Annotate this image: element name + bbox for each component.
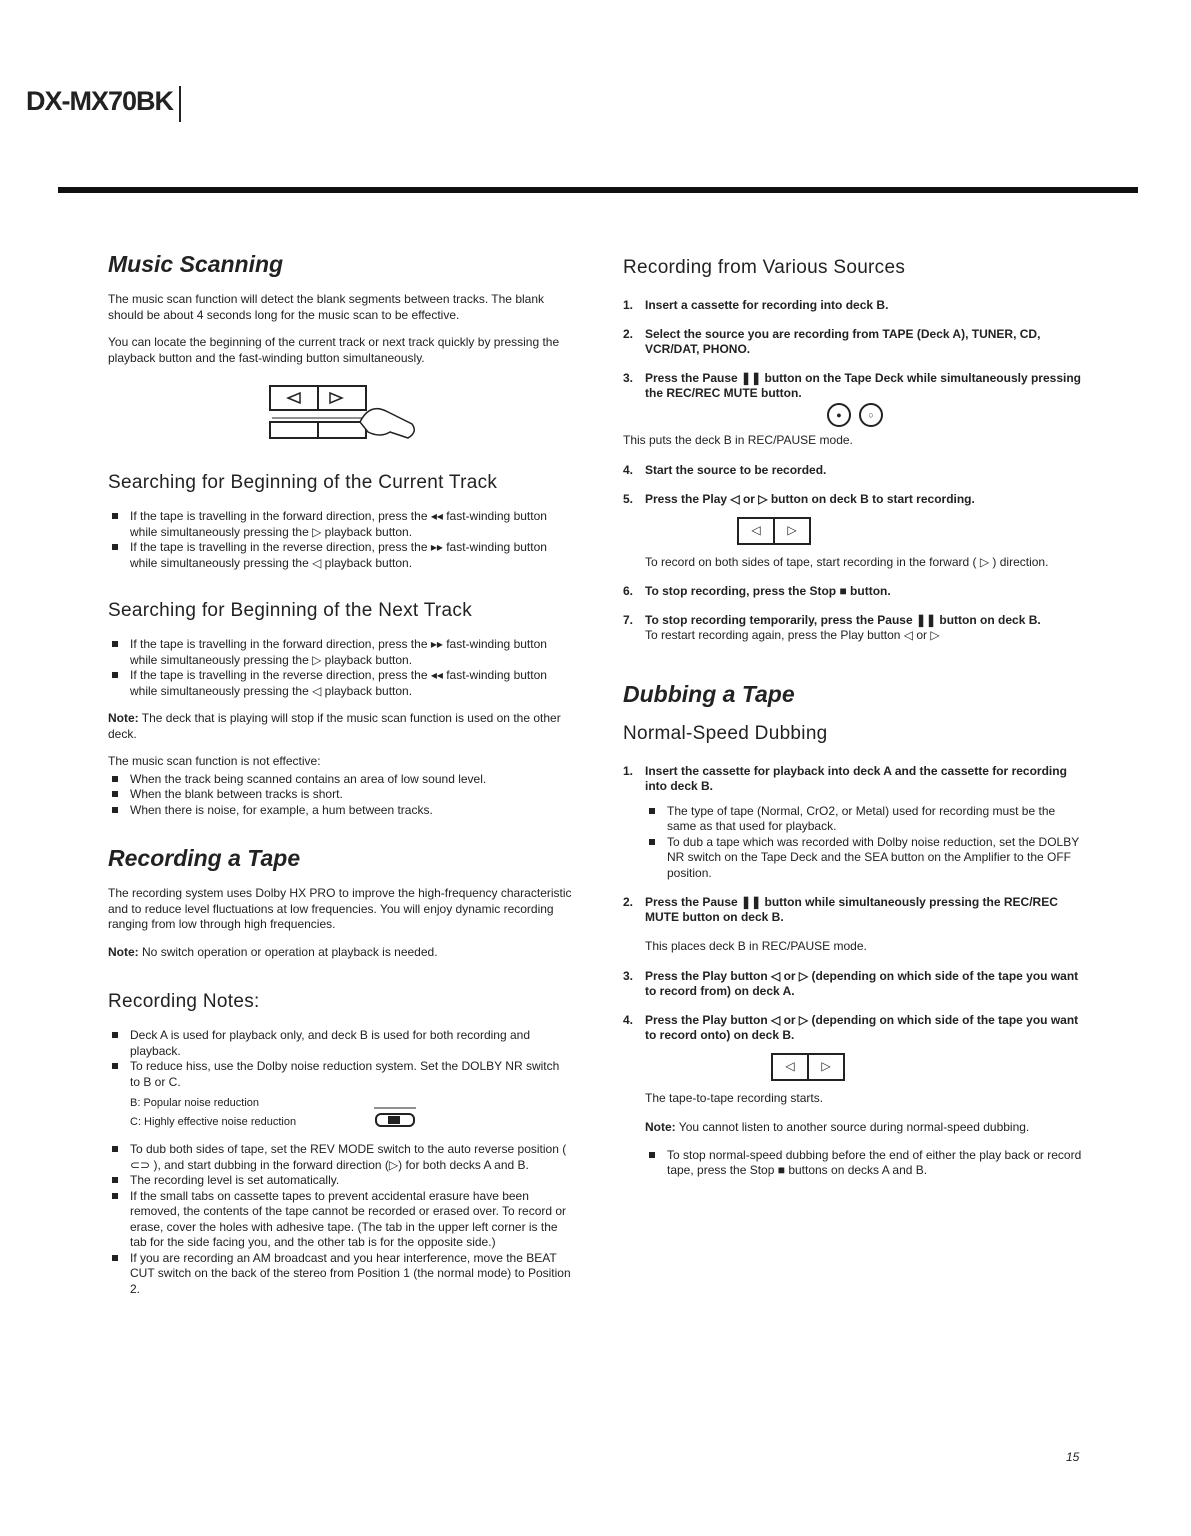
current-track-list <box>108 509 572 571</box>
list-item: Deck A is used for playback only, and deck B is used for both recording and playback. <box>108 1028 572 1059</box>
pause-button-icon: ● <box>827 403 851 427</box>
music-scan-illustration <box>108 378 572 453</box>
current-track-title: Searching for Beginning of the Current Track <box>108 472 498 493</box>
play-buttons-illustration <box>737 517 1087 545</box>
dubbing-step1-list <box>645 804 1087 882</box>
rec-mute-button-icon: ○ <box>859 403 883 427</box>
various-sources-steps <box>623 298 1087 644</box>
list-item: When there is noise, for example, a hum between tracks. <box>108 803 572 819</box>
model-number: DX-MX70BK <box>0 86 181 122</box>
dubbing-title: Dubbing a Tape <box>623 680 795 707</box>
play-reverse-icon: ◁ <box>751 523 761 537</box>
play-reverse-icon: ◁ <box>785 1059 795 1073</box>
list-item: To stop normal-speed dubbing before the end of either the play back or record tape, press the Stop ■ buttons on decks A and B. <box>645 1148 1087 1179</box>
next-track-title: Searching for Beginning of the Next Track <box>108 600 472 621</box>
recording-tape-p1: The recording system uses Dolby HX PRO to improve the high-frequency characteristic and to reduce level fluctuations at low frequencies. You will enjoy dynamic recording ranging from low through high frequencies. <box>108 886 572 931</box>
ineffective-list <box>108 772 572 819</box>
list-item: If the tape is travelling in the forward direction, press the ▸▸ fast-winding button while simultaneously pressing the ▷ playback button. <box>108 637 572 668</box>
list-item: If the tape is travelling in the reverse direction, press the ▸▸ fast-winding button while simultaneously pressing the ◁ playback button. <box>108 540 572 571</box>
list-item: To dub a tape which was recorded with Dolby noise reduction, set the DOLBY NR switch on the Tape Deck and the SEA button on the Amplifier to the OFF position. <box>645 835 1087 882</box>
recording-notes-list <box>108 1028 572 1090</box>
list-item: When the blank between tracks is short. <box>108 787 572 803</box>
play-forward-icon: ▷ <box>807 1055 843 1079</box>
dolby-c-label: C: Highly effective noise reduction <box>130 1116 297 1128</box>
dolby-nr-block <box>130 1094 572 1132</box>
recording-notes-title: Recording Notes: <box>108 991 260 1012</box>
music-scanning-p2: You can locate the beginning of the current track or next track quickly by pressing the playback button and the fast-winding button simultaneously. <box>108 335 560 365</box>
dubbing-stop-list <box>623 1148 1087 1179</box>
recording-tape-note: Note: No switch operation or operation at playback is needed. <box>108 944 438 959</box>
pause-rec-buttons <box>623 403 1087 427</box>
recording-notes-list-2 <box>108 1142 572 1297</box>
step-item: 1. Insert a cassette for recording into deck B. <box>623 298 889 312</box>
dubbing-note: Note: You cannot listen to another source during normal-speed dubbing. <box>645 1120 1030 1134</box>
page-number: 15 <box>1066 1450 1080 1464</box>
step-item: 1. Insert the cassette for playback into deck A and the cassette for recording into deck B. The type of tape (Normal, CrO2, or Metal) used for recording must be the same as that used for playback. To dub a tape which was recorded with Dolby noise reduction, set the DOLBY NR switch on the Tape Deck and the SEA button on the Amplifier to the OFF position. <box>623 764 1087 882</box>
various-sources-title: Recording from Various Sources <box>623 257 906 278</box>
step-item: 3. Press the Play button ◁ or ▷ (depending on which side of the tape you want to record from) on deck A. <box>623 968 1079 998</box>
normal-speed-dubbing-title: Normal-Speed Dubbing <box>623 722 828 744</box>
ineffective-intro: The music scan function is not effective: <box>108 754 321 768</box>
recording-tape-title: Recording a Tape <box>108 845 301 871</box>
music-scan-note: Note: The deck that is playing will stop if the music scan function is used on the other deck. <box>108 711 561 741</box>
step-item: 6. To stop recording, press the Stop ■ button. <box>623 584 891 598</box>
list-item: To dub both sides of tape, set the REV MODE switch to the auto reverse position ( ⊂⊃ ), and start dubbing in the forward direction (▷) for both decks A and B. <box>108 1142 572 1173</box>
list-item: If you are recording an AM broadcast and you hear interference, move the BEAT CUT switch on the back of the stereo from Position 1 (the normal mode) to Position 2. <box>108 1251 572 1298</box>
list-item: The type of tape (Normal, CrO2, or Metal) used for recording must be the same as that used for playback. <box>645 804 1087 835</box>
dolby-switch-icon <box>370 1094 420 1130</box>
step-item: 5. Press the Play ◁ or ▷ button on deck B to start recording. ◁ ▷ To record on both sides of tape, start recording in the forward ( ▷ ) direction. <box>623 492 1087 571</box>
step-item: 2. Select the source you are recording from TAPE (Deck A), TUNER, CD, VCR/DAT, PHONO. <box>623 327 1041 356</box>
step-item: 4. Start the source to be recorded. <box>623 462 827 477</box>
step-item: 7. To stop recording temporarily, press the Pause ❚❚ button on deck B. To restart recording again, press the Play button ◁ or ▷ <box>623 613 1041 642</box>
hand-pressing-buttons-icon <box>260 378 420 448</box>
music-scanning-title: Music Scanning <box>108 251 284 277</box>
next-track-list <box>108 637 572 699</box>
list-item: If the tape is travelling in the reverse direction, press the ◂◂ fast-winding button while simultaneously pressing the ◁ playback button. <box>108 668 572 699</box>
list-item: When the track being scanned contains an area of low sound level. <box>108 772 572 788</box>
step-item: 3. Press the Pause ❚❚ button on the Tape Deck while simultaneously pressing the REC/REC MUTE button. ● ○ This puts the deck B in REC/PAUSE mode. <box>623 371 1087 449</box>
music-scanning-p1: The music scan function will detect the blank segments between tracks. The blank should be about 4 seconds long for the music scan to be effective. <box>108 292 545 322</box>
list-item: To reduce hiss, use the Dolby noise reduction system. Set the DOLBY NR switch to B or C. <box>108 1059 572 1090</box>
right-column <box>623 250 1087 1191</box>
list-item: The recording level is set automatically. <box>108 1173 572 1189</box>
step-item: 2. Press the Pause ❚❚ button while simultaneously pressing the REC/REC MUTE button on deck B. This places deck B in REC/PAUSE mode. <box>623 895 1058 953</box>
list-item: If the small tabs on cassette tapes to prevent accidental erasure have been removed, the contents of the tape cannot be recorded or erased over. To record or erase, cover the holes with adhesive tape. (The tab in the upper left corner is the tab for the side facing you, and the other tab is for the opposite side.) <box>108 1189 572 1251</box>
left-column <box>108 250 572 1309</box>
step-item: 4. Press the Play button ◁ or ▷ (depending on which side of the tape you want to record onto) on deck B. ◁ ▷ The tape-to-tape recording starts. <box>623 1013 1087 1107</box>
play-forward-icon: ▷ <box>773 519 809 543</box>
list-item: If the tape is travelling in the forward direction, press the ◂◂ fast-winding button while simultaneously pressing the ▷ playback button. <box>108 509 572 540</box>
dolby-b-label: B: Popular noise reduction <box>130 1097 260 1109</box>
header-rule <box>58 187 1138 193</box>
play-buttons-illustration <box>771 1053 1087 1081</box>
dubbing-steps <box>623 764 1087 1107</box>
